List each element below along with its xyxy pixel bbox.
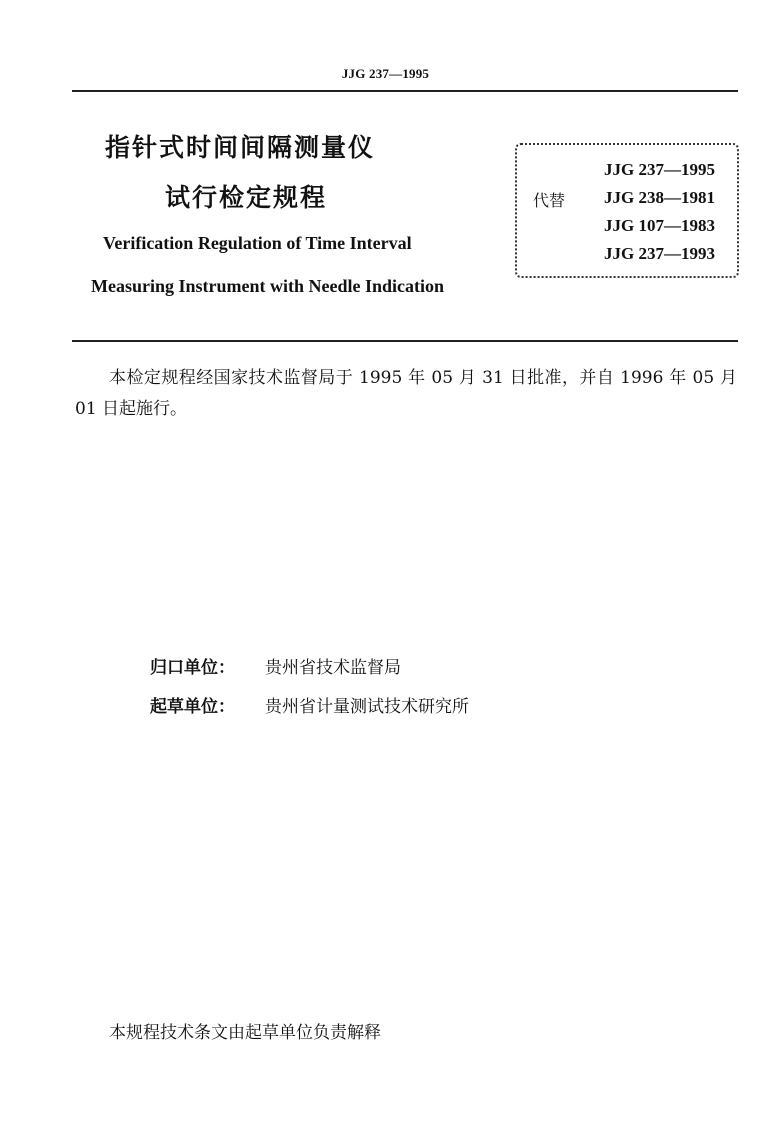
replaces-label: 代替 xyxy=(533,191,566,210)
title-en-line1: Verification Regulation of Time Interval xyxy=(103,233,412,253)
approval-statement: 本检定规程经国家技术监督局于 1995 年 05 月 31 日批准，并自 1996 年 05 月 01 日起施行。 xyxy=(75,368,737,419)
standard-code-box xyxy=(515,143,739,278)
standard-code: JJG 237—1995 xyxy=(604,160,715,179)
responsible-unit-label: 归口单位： xyxy=(150,658,235,678)
title-cn-line2: 试行检定规程 xyxy=(165,183,328,212)
middle-divider xyxy=(72,340,738,342)
top-divider xyxy=(72,90,738,92)
drafting-unit-row xyxy=(150,692,469,717)
drafting-unit-label: 起草单位： xyxy=(150,697,235,717)
drafting-unit-value: 贵州省计量测试技术研究所 xyxy=(265,697,469,717)
interpretation-note: 本规程技术条文由起草单位负责解释 xyxy=(109,1023,381,1043)
replaced-code: JJG 237—1993 xyxy=(604,244,715,263)
responsible-unit-row xyxy=(150,653,401,678)
responsible-unit-value: 贵州省技术监督局 xyxy=(265,658,401,678)
title-en-line2: Measuring Instrument with Needle Indication xyxy=(91,276,445,296)
replaced-code: JJG 107—1983 xyxy=(604,216,715,235)
replaced-code: JJG 238—1981 xyxy=(604,188,715,207)
running-header-code: JJG 237—1995 xyxy=(341,66,430,81)
title-cn-line1: 指针式时间间隔测量仪 xyxy=(105,133,376,162)
